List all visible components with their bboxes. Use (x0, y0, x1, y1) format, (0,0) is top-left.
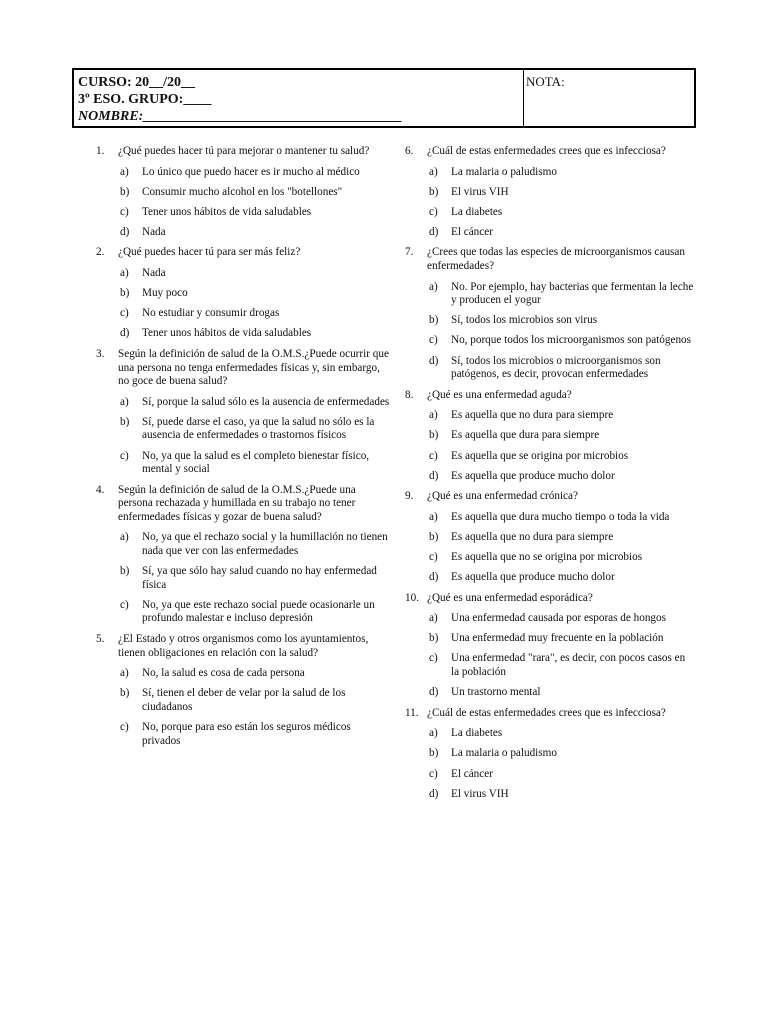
options-list (96, 267, 391, 341)
answer-option (120, 687, 391, 714)
answer-option (429, 612, 695, 626)
question-number: 8. (405, 388, 414, 401)
options-list (96, 166, 391, 240)
option-text: Tener unos hábitos de vida saludables (142, 205, 312, 218)
option-text: No, porque para eso están los seguros médicos privados (142, 721, 351, 747)
answer-option (429, 355, 695, 382)
question (96, 348, 391, 477)
option-letter: c) (429, 205, 438, 218)
option-text: Nada (142, 267, 166, 280)
option-letter: a) (120, 395, 129, 408)
question (405, 707, 695, 801)
question-text: ¿Qué es una enfermedad aguda? (427, 388, 572, 401)
option-letter: a) (429, 165, 438, 178)
question-number: 4. (96, 483, 105, 496)
option-letter: d) (120, 327, 130, 340)
option-text: El virus VIH (451, 185, 509, 198)
options-list (96, 667, 391, 748)
option-letter: a) (120, 165, 129, 178)
option-text: No, la salud es cosa de cada persona (142, 667, 305, 680)
option-text: Una enfermedad causada por esporas de hongos (451, 612, 666, 625)
answer-option (120, 531, 391, 558)
option-text: No estudiar y consumir drogas (142, 307, 280, 320)
option-letter: a) (429, 727, 438, 740)
question-text: ¿Qué puedes hacer tú para ser más feliz? (118, 246, 301, 259)
option-letter: b) (429, 632, 439, 645)
option-text: La malaria o paludismo (451, 165, 557, 178)
option-text: Es aquella que se origina por microbios (451, 449, 629, 462)
grade-label: NOTA: (526, 74, 565, 89)
option-text: Es aquella que dura mucho tiempo o toda la vida (451, 510, 670, 523)
question-text: Según la definición de salud de la O.M.S.¿Puede una persona rechazada y humillada en su trabajo no tener enfermedades físicas y gozar de buena salud? (118, 483, 356, 523)
options-list (96, 531, 391, 626)
question-number: 10. (405, 591, 419, 604)
question-text: ¿El Estado y otros organismos como los ayuntamientos, tienen obligaciones en relación con la salud? (118, 633, 369, 659)
option-letter: b) (120, 185, 130, 198)
name-label: NOMBRE:_____________________________________ (78, 109, 403, 124)
answer-option (120, 206, 391, 220)
answer-option (120, 267, 391, 281)
question (96, 246, 391, 340)
question-number: 6. (405, 145, 414, 157)
option-letter: c) (120, 307, 129, 320)
options-list (405, 727, 695, 801)
answer-option (429, 409, 695, 423)
question-number: 1. (96, 145, 105, 157)
option-text: Es aquella que produce mucho dolor (451, 571, 615, 584)
question-text: ¿Crees que todas las especies de microorganismos causan enfermedades? (427, 246, 685, 273)
option-letter: c) (120, 721, 129, 733)
question-text: ¿Qué es una enfermedad esporádica? (427, 591, 593, 604)
option-text: Es aquella que no se origina por microbios (451, 550, 643, 563)
options-list (405, 511, 695, 585)
option-letter: a) (120, 667, 129, 680)
answer-option (429, 632, 695, 646)
header-box (72, 68, 696, 128)
answer-option (429, 226, 695, 240)
option-text: El virus VIH (451, 787, 509, 800)
answer-option (120, 186, 391, 200)
question (405, 592, 695, 700)
answer-option (120, 565, 391, 592)
question-row (405, 389, 695, 403)
question-number: 11. (405, 706, 419, 719)
option-letter: b) (120, 565, 130, 578)
option-letter: b) (120, 687, 130, 700)
option-letter: b) (429, 314, 439, 327)
answer-option (429, 571, 695, 585)
option-letter: a) (120, 267, 129, 280)
question (405, 389, 695, 483)
option-letter: b) (429, 185, 439, 198)
question-number: 2. (96, 246, 105, 259)
question (96, 484, 391, 626)
questions-right-column (405, 145, 695, 808)
option-letter: d) (429, 469, 439, 482)
option-text: Sí, todos los microbios o microorganismos son patógenos, es decir, provocan enfermedades (451, 354, 661, 381)
answer-option (429, 686, 695, 700)
option-letter: a) (429, 612, 438, 625)
answer-option (429, 511, 695, 525)
answer-option (429, 788, 695, 802)
answer-option (120, 721, 391, 748)
option-letter: c) (429, 550, 438, 563)
option-letter: b) (429, 530, 439, 543)
option-text: La malaria o paludismo (451, 747, 557, 760)
answer-option (120, 327, 391, 341)
answer-option (120, 667, 391, 681)
option-text: El cáncer (451, 225, 493, 238)
option-letter: c) (120, 449, 129, 462)
question-text: Según la definición de salud de la O.M.S.¿Puede ocurrir que una persona no tenga enfermedades físicas y, sin embargo, no goce de buena salud? (118, 347, 389, 388)
question-row (96, 633, 391, 660)
question-row (405, 145, 695, 159)
option-letter: c) (429, 334, 438, 347)
question-text: ¿Qué puedes hacer tú para mejorar o mantener tu salud? (118, 145, 370, 157)
option-letter: c) (120, 205, 129, 218)
option-letter: a) (429, 510, 438, 523)
option-text: El cáncer (451, 767, 493, 780)
option-text: Una enfermedad "rara", es decir, con pocos casos en la población (451, 652, 686, 679)
option-text: No, porque todos los microorganismos son patógenos (451, 334, 691, 347)
answer-option (429, 652, 695, 679)
option-text: Un trastorno mental (451, 686, 541, 699)
answer-option (429, 206, 695, 220)
answer-option (429, 470, 695, 484)
option-letter: d) (429, 225, 439, 238)
option-letter: d) (429, 571, 439, 584)
course-label: CURSO: 20__/20__ (78, 75, 196, 90)
option-letter: c) (429, 652, 438, 665)
option-text: Tener unos hábitos de vida saludables (142, 327, 312, 340)
option-letter: d) (429, 787, 439, 800)
option-letter: b) (429, 747, 439, 760)
option-text: No. Por ejemplo, hay bacterias que fermentan la leche y producen el yogur (451, 280, 694, 307)
option-text: Muy poco (142, 287, 188, 300)
option-text: No, ya que el rechazo social y la humillación no tienen nada que ver con las enfermedades (142, 531, 388, 558)
question-number: 3. (96, 347, 105, 360)
question (405, 145, 695, 239)
question (96, 145, 391, 239)
answer-option (120, 287, 391, 301)
option-text: Una enfermedad muy frecuente en la población (451, 632, 664, 645)
question-row (96, 484, 391, 525)
answer-option (429, 531, 695, 545)
option-text: La diabetes (451, 727, 503, 740)
question-text: ¿Cuál de estas enfermedades crees que es infecciosa? (427, 706, 666, 719)
question-row (405, 490, 695, 504)
answer-option (120, 396, 391, 410)
question-row (405, 707, 695, 721)
options-list (405, 166, 695, 240)
question-number: 5. (96, 633, 105, 646)
question (405, 246, 695, 381)
option-letter: d) (120, 225, 130, 238)
answer-option (120, 416, 391, 443)
question-row (405, 592, 695, 606)
option-letter: a) (120, 531, 129, 544)
question-row (96, 246, 391, 260)
option-text: Es aquella que no dura para siempre (451, 409, 614, 422)
option-text: Es aquella que no dura para siempre (451, 530, 614, 543)
answer-option (429, 727, 695, 741)
option-letter: a) (429, 409, 438, 422)
answer-option (429, 450, 695, 464)
grade-box (524, 70, 694, 126)
option-text: No, ya que este rechazo social puede ocasionarle un profundo malestar e incluso depresión (142, 598, 375, 625)
answer-option (429, 314, 695, 328)
option-text: Consumir mucho alcohol en los "botellones" (142, 185, 343, 198)
question-row (405, 246, 695, 273)
answer-option (120, 599, 391, 626)
answer-option (429, 429, 695, 443)
option-letter: a) (429, 280, 438, 293)
question (405, 490, 695, 584)
option-text: Lo único que puedo hacer es ir mucho al médico (142, 165, 360, 178)
question (96, 633, 391, 748)
option-letter: b) (120, 287, 130, 300)
question-number: 7. (405, 246, 414, 259)
answer-option (429, 334, 695, 348)
option-letter: c) (120, 598, 129, 611)
option-letter: c) (429, 449, 438, 462)
option-text: Nada (142, 225, 166, 238)
group-label: 3º ESO. GRUPO:____ (78, 92, 212, 107)
options-list (96, 396, 391, 477)
question-row (96, 348, 391, 389)
question-text: ¿Cuál de estas enfermedades crees que es infecciosa? (427, 145, 666, 157)
answer-option (429, 747, 695, 761)
option-text: Es aquella que dura para siempre (451, 429, 600, 442)
answer-option (429, 186, 695, 200)
questions-left-column (96, 145, 391, 755)
option-text: Sí, ya que sólo hay salud cuando no hay enfermedad física (142, 565, 377, 591)
question-text: ¿Qué es una enfermedad crónica? (427, 490, 578, 503)
option-letter: d) (429, 686, 439, 699)
options-list (405, 281, 695, 382)
answer-option (429, 768, 695, 782)
option-text: Sí, todos los microbios son virus (451, 314, 598, 327)
answer-option (120, 166, 391, 180)
answer-option (429, 551, 695, 565)
option-text: Sí, puede darse el caso, ya que la salud no sólo es la ausencia de enfermedades o trastornos físicos (142, 415, 375, 442)
answer-option (120, 307, 391, 321)
option-letter: b) (120, 415, 130, 428)
option-text: Es aquella que produce mucho dolor (451, 469, 615, 482)
option-letter: d) (429, 354, 439, 367)
options-list (405, 612, 695, 699)
student-info (74, 70, 524, 126)
question-number: 9. (405, 490, 414, 503)
answer-option (429, 166, 695, 180)
answer-option (429, 281, 695, 308)
option-text: Sí, porque la salud sólo es la ausencia de enfermedades (142, 395, 390, 408)
question-row (96, 145, 391, 159)
option-letter: c) (429, 767, 438, 780)
option-text: Sí, tienen el deber de velar por la salud de los ciudadanos (142, 687, 346, 713)
answer-option (120, 226, 391, 240)
option-text: La diabetes (451, 205, 503, 218)
option-text: No, ya que la salud es el completo bienestar físico, mental y social (142, 449, 370, 476)
options-list (405, 409, 695, 483)
option-letter: b) (429, 429, 439, 442)
answer-option (120, 450, 391, 477)
